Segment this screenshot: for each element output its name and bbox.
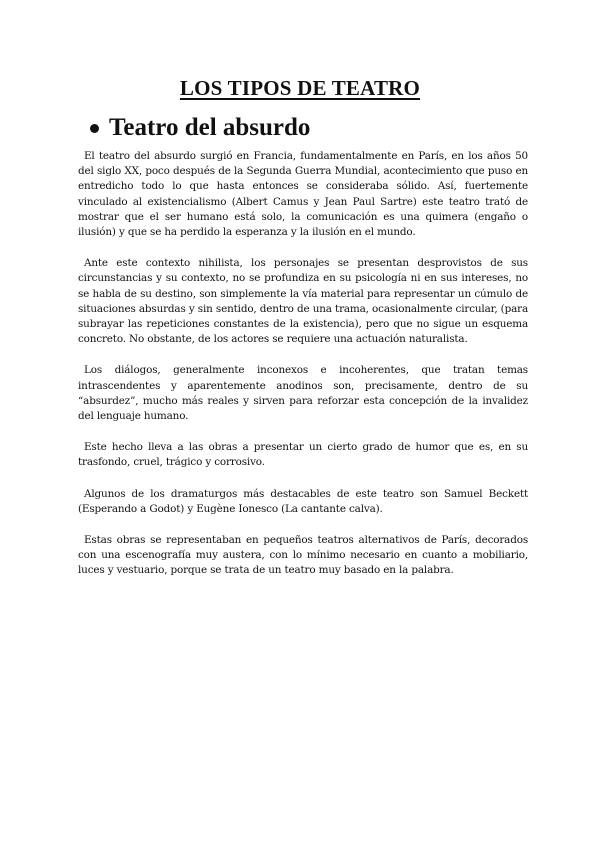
section-heading-text: Teatro del absurdo [109, 114, 311, 141]
paragraph-2: Ante este contexto nihilista, los personajes se presentan desprovistos de sus circunstancias y su contexto, no se profundiza en su psicología ni en sus intereses, no se habla de su destino, son simplemente la vía material para representar un cúmulo de situaciones absurdas y sin sentido, dentro de una trama, ocasionalmente circular, (para subrayar las repeticiones constantes de la existencia), pero que no sigue un esquema concreto. No obstante, de los actores se requiere una actuación naturalista. [78, 257, 528, 346]
paragraph-5: Algunos de los dramaturgos más destacables de este teatro son Samuel Beckett (Esperando a Godot) y Eugène Ionesco (La cantante calva). [78, 487, 528, 515]
body-text [78, 149, 528, 595]
section-heading [90, 114, 310, 142]
paragraph-4: Este hecho lleva a las obras a presentar un cierto grado de humor que es, en su trasfondo, cruel, trágico y corrosivo. [78, 441, 528, 469]
paragraph-6: Estas obras se representaban en pequeños teatros alternativos de París, decorados con una escenografía muy austera, con lo mínimo necesario en cuanto a mobiliario, luces y vestuario, porque se trata de un teatro muy basado en la palabra. [78, 534, 528, 577]
paragraph-1: El teatro del absurdo surgió en Francia, fundamentalmente en París, en los años 50 del siglo XX, poco después de la Segunda Guerra Mundial, acontecimiento que puso en entredicho todo lo que hasta entonces se consideraba sólido. Así, fuertemente vinculado al existencialismo (Albert Camus y Jean Paul Sartre) este teatro trató de mostrar que el ser humano está solo, la comunicación es una quimera (engaño o ilusión) y que se ha perdido la esperanza y la ilusión en el mundo. [78, 150, 528, 239]
page-title: LOS TIPOS DE TEATRO [179, 76, 421, 100]
paragraph-3: Los diálogos, generalmente inconexos e incoherentes, que tratan temas intrascendentes y aparentemente anodinos son, precisamente, dentro de su “absurdez”, mucho más reales y sirven para reforzar esta concepción de la invalidez del lenguaje humano. [78, 364, 528, 423]
bullet-icon [90, 124, 99, 133]
